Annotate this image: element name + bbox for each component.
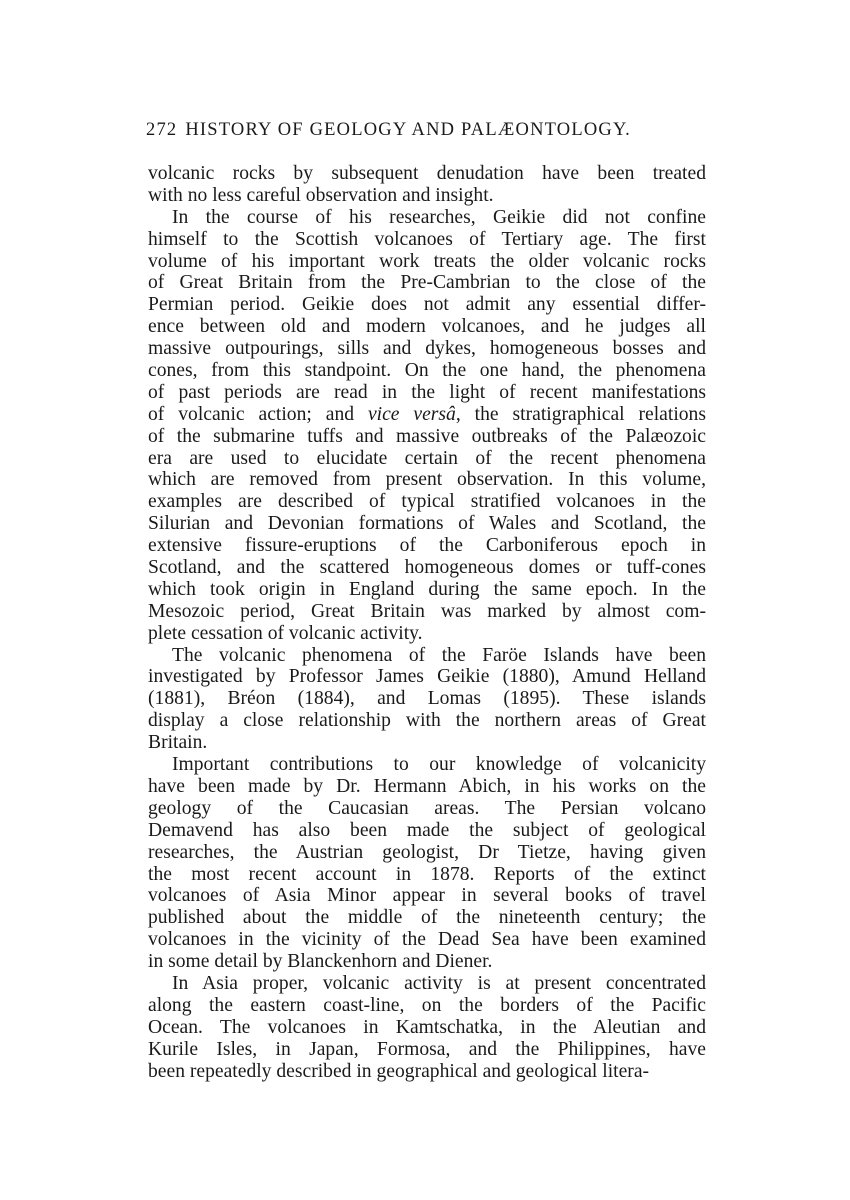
text-line: plete cessation of volcanic activity. xyxy=(148,622,423,644)
body-text xyxy=(148,163,706,1082)
text-line: massive outpourings, sills and dykes, homogeneous bosses and xyxy=(148,338,706,360)
text-line: Mesozoic period, Great Britain was marked by almost com- xyxy=(148,600,706,622)
text-line: volcanoes of Asia Minor appear in several books of travel xyxy=(148,885,706,907)
text-line: Britain. xyxy=(148,732,208,754)
text-line: with no less careful observation and insight. xyxy=(148,184,494,206)
text-line: Important contributions to our knowledge of volcanicity xyxy=(172,754,706,776)
text-line: of the submarine tuffs and massive outbreaks of the Palæozoic xyxy=(148,425,706,447)
text-line: ence between old and modern volcanoes, and he judges all xyxy=(148,316,706,338)
text-line: along the eastern coast-line, on the borders of the Pacific xyxy=(148,994,706,1016)
paragraph xyxy=(148,973,706,1082)
text-line: Silurian and Devonian formations of Wales and Scotland, the xyxy=(148,513,706,535)
text-line: Kurile Isles, in Japan, Formosa, and the Philippines, have xyxy=(148,1038,706,1060)
text-line: been repeatedly described in geographical and geological litera- xyxy=(148,1060,650,1082)
text-line: in some detail by Blanckenhorn and Diener. xyxy=(148,951,493,973)
text-line: have been made by Dr. Hermann Abich, in his works on the xyxy=(148,775,706,797)
running-title: HISTORY OF GEOLOGY AND PALÆONTOLOGY. xyxy=(185,120,631,140)
text-line: (1881), Bréon (1884), and Lomas (1895). These islands xyxy=(148,688,706,710)
text-line: published about the middle of the nineteenth century; the xyxy=(148,907,706,929)
text-line: In Asia proper, volcanic activity is at present concentrated xyxy=(172,972,706,994)
text-line: volcanic rocks by subsequent denudation have been treated xyxy=(148,163,706,184)
paragraph xyxy=(148,645,706,754)
text-line: In the course of his researches, Geikie did not confine xyxy=(172,206,706,228)
page-number: 272 xyxy=(146,120,178,140)
text-line: display a close relationship with the northern areas of Great xyxy=(148,710,706,732)
paragraph xyxy=(148,207,706,645)
text-line: himself to the Scottish volcanoes of Tertiary age. The first xyxy=(148,228,706,250)
italic-phrase: vice versâ xyxy=(367,403,456,425)
text-line: of Great Britain from the Pre-Cambrian to the close of the xyxy=(148,272,706,294)
text-line: which are removed from present observation. In this volume, xyxy=(148,469,706,491)
text-line: of past periods are read in the light of recent manifestations xyxy=(148,381,706,403)
text-line: cones, from this standpoint. On the one hand, the phenomena xyxy=(148,360,706,382)
text-line: the most recent account in 1878. Reports of the extinct xyxy=(148,863,706,885)
running-header xyxy=(146,120,706,141)
text-line: examples are described of typical stratified volcanoes in the xyxy=(148,491,706,513)
text-line: The volcanic phenomena of the Faröe Islands have been xyxy=(172,644,706,666)
text-line: Demavend has also been made the subject of geological xyxy=(148,819,706,841)
paragraph xyxy=(148,754,706,973)
text-line: Ocean. The volcanoes in Kamtschatka, in the Aleutian and xyxy=(148,1016,706,1038)
text-line: Scotland, and the scattered homogeneous domes or tuff-cones xyxy=(148,557,706,579)
text-line: of volcanic action; and vice versâ, the stratigraphical relations xyxy=(148,403,706,425)
text-line: which took origin in England during the same epoch. In the xyxy=(148,578,706,600)
text-line: Permian period. Geikie does not admit any essential differ- xyxy=(148,294,706,316)
text-line: geology of the Caucasian areas. The Persian volcano xyxy=(148,797,706,819)
text-line: volcanoes in the vicinity of the Dead Sea have been examined xyxy=(148,929,706,951)
text-line: era are used to elucidate certain of the recent phenomena xyxy=(148,447,706,469)
text-line: investigated by Professor James Geikie (1880), Amund Helland xyxy=(148,666,706,688)
paragraph xyxy=(148,163,706,207)
text-line: volume of his important work treats the older volcanic rocks xyxy=(148,250,706,272)
text-line: extensive fissure-eruptions of the Carboniferous epoch in xyxy=(148,535,706,557)
text-line: researches, the Austrian geologist, Dr Tietze, having given xyxy=(148,841,706,863)
